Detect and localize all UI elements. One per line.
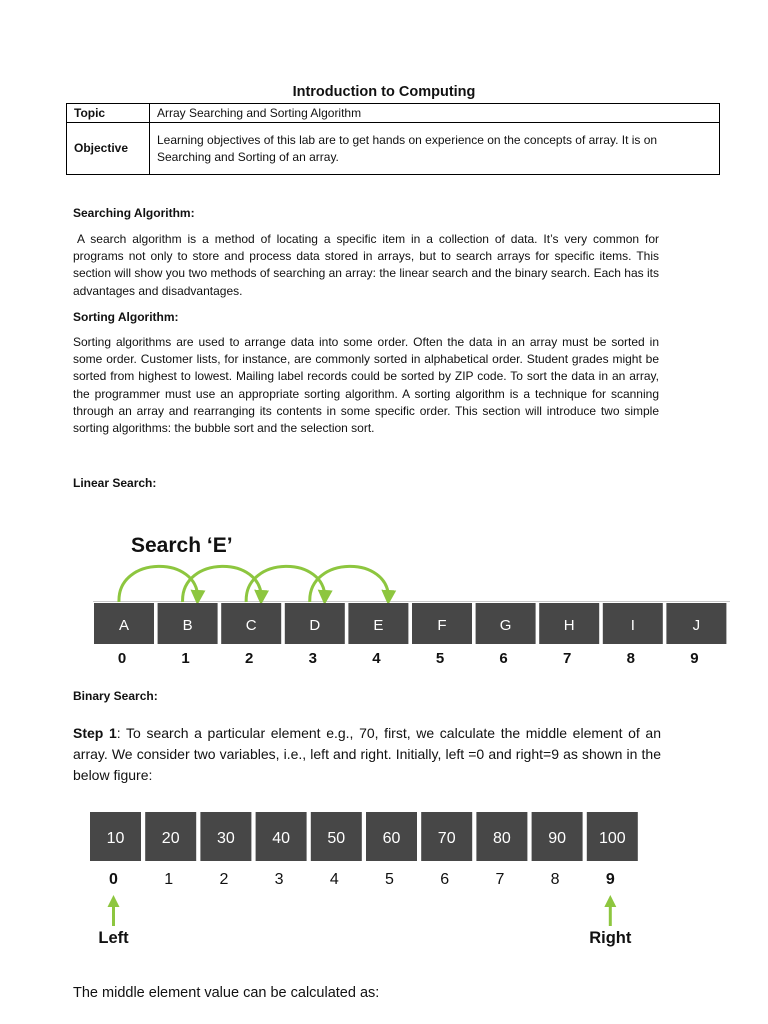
objective-value: Learning objectives of this lab are to get hands on experience on the concepts of array. It is on Searching and Sorting of an array.: [150, 123, 720, 175]
linear-index-label: 0: [117, 650, 127, 667]
linear-index-label: 9: [690, 650, 699, 667]
binary-cell-label: 60: [382, 830, 401, 847]
searching-heading: Searching Algorithm:: [73, 206, 195, 220]
linear-cell-label: C: [245, 617, 257, 634]
binary-index-label: 7: [495, 871, 505, 888]
linear-cell-label: D: [309, 617, 321, 634]
binary-index-label: 2: [219, 871, 229, 888]
linear-cell-label: A: [118, 617, 130, 634]
linear-cell-label: E: [373, 617, 384, 634]
binary-cell-label: 40: [272, 830, 290, 847]
binary-cell-label: 100: [598, 830, 626, 847]
linear-index-label: 2: [245, 650, 254, 667]
searching-paragraph: A search algorithm is a method of locating a specific item in a collection of data. It’s very common for programs not only to store and process data stored in arrays, but to search arrays for specific items. This section will show you two methods of searching an array: the linear search and the binary search. Each has its advantages and disadvantages.: [73, 232, 659, 298]
binary-index-label: 0: [109, 871, 118, 888]
binary-index-label: 9: [605, 871, 615, 888]
topic-value: Array Searching and Sorting Algorithm: [150, 104, 720, 123]
sorting-paragraph: Sorting algorithms are used to arrange data into some order. Often the data in an array must be sorted in some order. Customer lists, for instance, are commonly sorted in alphabetical order. Student grades might be sorted from highest to lowest. Mailing label records could be sorted by ZIP code. To sort the data in an array, the programmer must use an appropriate sorting algorithm. A sorting algorithm is a technique for scanning through an array and rearranging its contents in some specific order. This section will introduce two simple sorting algorithms: the bubble sort and the selection sort.: [73, 335, 659, 436]
linear-index-label: 4: [372, 650, 381, 667]
linear-cell-label: H: [563, 617, 575, 634]
binary-index-label: 4: [329, 871, 339, 888]
binary-cell-label: 90: [548, 830, 566, 847]
right-pointer-label: Right: [589, 929, 632, 947]
binary-index-label: 6: [440, 871, 450, 888]
step-label: Step 1: [73, 725, 117, 741]
topic-label: Topic: [67, 104, 150, 123]
left-pointer-label: Left: [98, 929, 129, 947]
sorting-heading: Sorting Algorithm:: [73, 310, 179, 324]
binary-cell-label: 50: [327, 830, 346, 847]
binary-cell-label: 70: [437, 830, 456, 847]
binary-index-label: 1: [164, 871, 174, 888]
linear-cell-label: G: [499, 617, 512, 634]
linear-index-label: 3: [308, 650, 317, 667]
step-text: : To search a particular element e.g., 70, first, we calculate the middle element of an array. We consider two variables, i.e., left and right. Initially, left =0 and right=9 as shown in the below figure:: [73, 725, 661, 783]
linear-cell-label: J: [692, 617, 701, 634]
binary-index-label: 8: [550, 871, 560, 888]
binary-index-label: 3: [274, 871, 284, 888]
linear-figure-title: Search ‘E’: [131, 534, 233, 557]
binary-cell-label: 20: [161, 830, 180, 847]
linear-cell-label: B: [182, 617, 193, 634]
binary-cell-label: 80: [493, 830, 511, 847]
binary-search-heading: Binary Search:: [73, 689, 158, 703]
linear-index-label: 5: [435, 650, 445, 667]
binary-cell-label: 10: [106, 830, 125, 847]
linear-cell-label: I: [630, 617, 635, 634]
middle-element-text: The middle element value can be calculated as:: [73, 985, 380, 1001]
linear-index-label: 7: [563, 650, 572, 667]
linear-index-label: 6: [499, 650, 508, 667]
binary-index-label: 5: [385, 871, 394, 888]
document-title: Introduction to Computing: [292, 84, 476, 100]
objective-label: Objective: [67, 123, 150, 175]
linear-index-label: 8: [626, 650, 635, 667]
linear-cell-label: F: [437, 617, 447, 634]
binary-cell-label: 30: [217, 830, 235, 847]
linear-index-label: 1: [181, 650, 190, 667]
linear-search-heading: Linear Search:: [73, 476, 157, 490]
